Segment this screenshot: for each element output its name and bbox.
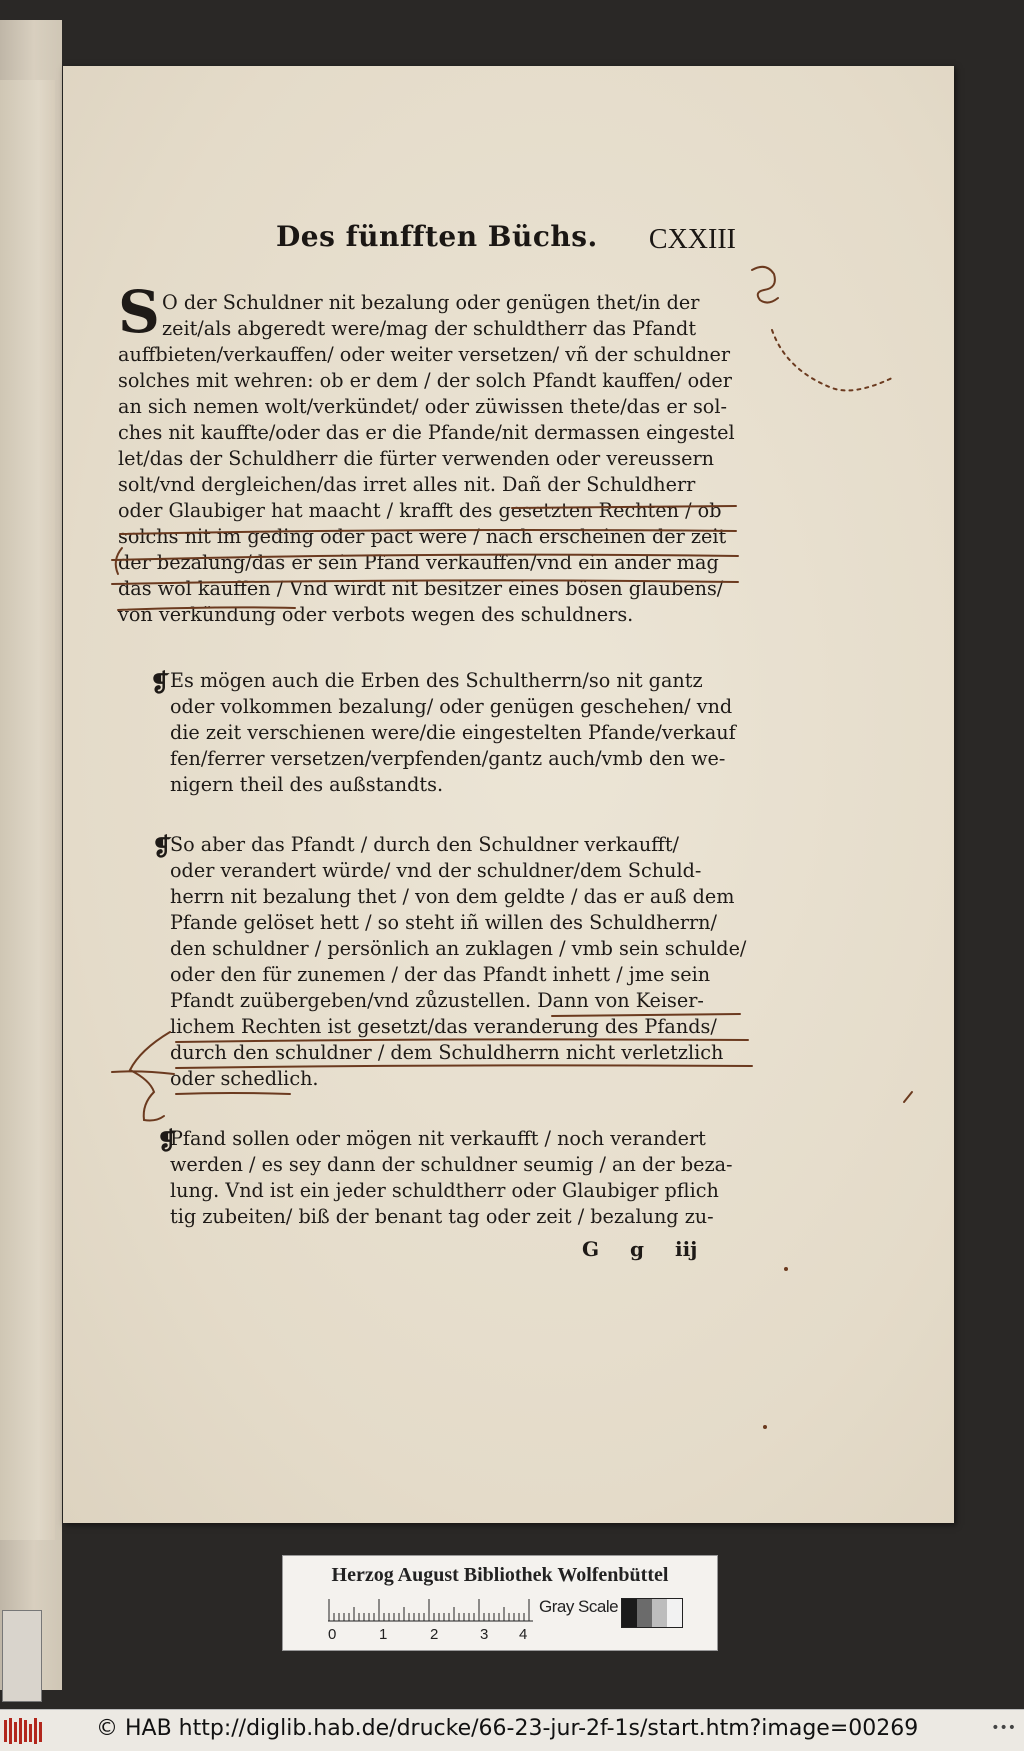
text-line: lung. Vnd ist ein jeder schuldtherr oder Glaubiger pflich [170, 1179, 719, 1202]
shelfmark-label [2, 1610, 42, 1702]
text-line: oder volkommen bezalung/ oder genügen geschehen/ vnd [170, 695, 733, 718]
measurement-ruler [328, 1598, 533, 1622]
more-icon[interactable]: ••• [991, 1720, 1016, 1736]
folio-number: CXXIII [648, 224, 736, 255]
text-line: solchs nit im geding oder pact were / nach erscheinen der zeit [118, 525, 727, 548]
text-line: oder verandert würde/ vnd der schuldner/dem Schuld- [170, 859, 702, 882]
text-line: oder Glaubiger hat maacht / krafft des gesetzten Rechten / ob [118, 499, 722, 522]
text-line: nigern theil des außstandts. [170, 773, 444, 796]
text-line: herrn nit bezalung thet / von dem geldte / das er auß dem [170, 885, 735, 908]
paragraph-3 [170, 832, 746, 1092]
paragraph-1 [118, 290, 735, 628]
text-line: ches nit kauffte/oder das er die Pfande/nit dermassen eingestel [118, 421, 735, 444]
gray-scale-swatches [621, 1598, 683, 1628]
color-calibration-card [282, 1555, 718, 1651]
gray-swatch [667, 1599, 682, 1627]
drop-cap: S [118, 278, 160, 346]
ruler-number: 1 [379, 1626, 388, 1643]
ruler-number: 4 [519, 1626, 528, 1643]
text-line: Pfandt zuübergeben/vnd zůzustellen. Dann von Keiser- [170, 989, 704, 1012]
library-name: Herzog August Bibliothek Wolfenbüttel [331, 1564, 669, 1586]
gray-swatch [622, 1599, 637, 1627]
footer-bar [0, 1709, 1024, 1751]
pilcrow-mark: ❡ [157, 1126, 178, 1155]
text-line: let/das der Schuldherr die fürter verwenden oder vereussern [118, 447, 714, 470]
text-line: den schuldner / persönlich an zuklagen / vmb sein schulde/ [170, 937, 747, 960]
paragraph-4 [170, 1126, 733, 1230]
running-head [276, 220, 736, 260]
text-line: die zeit verschienen were/die eingestelten Pfande/verkauf [170, 721, 736, 744]
gray-swatch [652, 1599, 667, 1627]
ruler-number: 0 [328, 1626, 337, 1643]
source-url-text: © HAB http://diglib.hab.de/drucke/66-23-jur-2f-1s/start.htm?image=00269 [96, 1716, 919, 1741]
paragraph-2 [170, 668, 736, 798]
text-line: tig zubeiten/ biß der benant tag oder zeit / bezalung zu- [170, 1205, 714, 1228]
left-page-edge [0, 20, 62, 1690]
text-line: an sich nemen wolt/verkündet/ oder züwissen thete/das er sol- [118, 395, 727, 418]
ruler-number: 2 [430, 1626, 439, 1643]
gray-swatch [637, 1599, 652, 1627]
pilcrow-mark: ❡ [150, 668, 171, 697]
text-line: auffbieten/verkauffen/ oder weiter versetzen/ vñ der schuldner [118, 343, 730, 366]
text-line: der bezalung/das er sein Pfand verkauffen/vnd ein ander mag [118, 551, 719, 574]
left-page-leaf [0, 80, 55, 1540]
text-line: oder den für zunemen / der das Pfandt inhett / jme sein [170, 963, 711, 986]
text-line: von verkündung oder verbots wegen des schuldners. [118, 603, 634, 626]
text-line: fen/ferrer versetzen/verpfenden/gantz auch/vmb den we- [170, 747, 726, 770]
gray-scale-label: Gray Scale [539, 1597, 619, 1616]
text-line: das wol kauffen / Vnd wirdt nit besitzer eines bösen glaubens/ [118, 577, 724, 600]
text-line: solches mit wehren: ob er dem / der solch Pfandt kauffen/ oder [118, 369, 732, 392]
text-line: Es mögen auch die Erben des Schultherrn/so nit gantz [170, 669, 703, 692]
text-line: werden / es sey dann der schuldner seumig / an der beza- [170, 1153, 733, 1176]
signature-mark: G g iij [582, 1237, 698, 1261]
text-line: durch den schuldner / dem Schuldherrn nicht verletzlich [170, 1041, 724, 1064]
text-line: solt/vnd dergleichen/das irret alles nit. Dañ der Schuldherr [118, 473, 696, 496]
text-line: Pfande gelöset hett / so steht iñ willen des Schuldherrn/ [170, 911, 717, 934]
text-line: oder schedlich. [170, 1067, 319, 1090]
text-line: lichem Rechten ist gesetzt/das veranderung des Pfands/ [170, 1015, 717, 1038]
running-head-title: Des fünfften Büchs. [276, 220, 598, 253]
text-line: zeit/als abgeredt were/mag der schuldtherr das Pfandt [162, 317, 697, 340]
hab-logo-icon [4, 1718, 46, 1744]
text-line: Pfand sollen oder mögen nit verkaufft / noch verandert [170, 1127, 706, 1150]
pilcrow-mark: ❡ [152, 832, 173, 861]
ruler-number: 3 [480, 1626, 489, 1643]
text-line: O der Schuldner nit bezalung oder genügen thet/in der [162, 291, 700, 314]
text-line: So aber das Pfandt / durch den Schuldner verkaufft/ [170, 833, 679, 856]
